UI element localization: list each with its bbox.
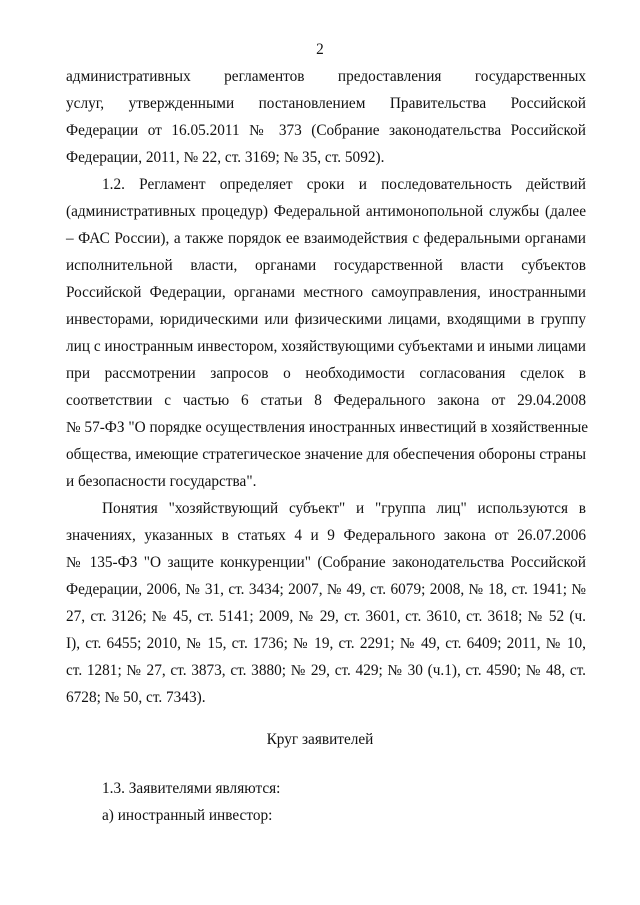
text-line: и безопасности государства".: [66, 473, 257, 490]
text-line: 6728; № 50, ст. 7343).: [66, 689, 206, 706]
text-line: Федерации от 16.05.2011 № 373 (Собрание законодательства Российской: [66, 122, 586, 139]
text-line: общества, имеющие стратегическое значение для обеспечения обороны страны: [66, 446, 586, 463]
text-line: № 135-ФЗ "О защите конкуренции" (Собрание законодательства Российской: [66, 554, 586, 571]
text-line: Федерации, 2011, № 22, ст. 3169; № 35, ст. 5092).: [66, 149, 385, 166]
text-line: услуг, утвержденными постановлением Правительства Российской: [66, 95, 586, 112]
text-line: (административных процедур) Федеральной антимонопольной службы (далее: [66, 203, 586, 220]
text-line: № 57-ФЗ "О порядке осуществления иностранных инвестиций в хозяйственные: [66, 419, 589, 436]
text-line: административных регламентов предоставления государственных: [66, 68, 586, 85]
text-line: ст. 1281; № 27, ст. 3873, ст. 3880; № 29, ст. 429; № 30 (ч.1), ст. 4590; № 48, ст.: [66, 662, 586, 679]
section-heading: Круг заявителей: [266, 731, 374, 748]
text-line: значениях, указанных в статьях 4 и 9 Федерального закона от 26.07.2006: [66, 527, 586, 544]
text-line: при рассмотрении запросов о необходимости согласования сделок в: [66, 365, 586, 382]
text-line: инвесторами, юридическими или физическими лицами, входящими в группу: [66, 311, 586, 328]
text-line: 27, ст. 3126; № 45, ст. 5141; 2009, № 29, ст. 3601, ст. 3610, ст. 3618; № 52 (ч.: [66, 608, 586, 625]
text-line: исполнительной власти, органами государственной власти субъектов: [66, 257, 586, 274]
text-line: 1.2. Регламент определяет сроки и последовательность действий: [102, 176, 586, 193]
text-line: I), ст. 6455; 2010, № 15, ст. 1736; № 19, ст. 2291; № 49, ст. 6409; 2011, № 10,: [66, 635, 586, 652]
list-item: 1.3. Заявителями являются:: [102, 780, 281, 797]
text-line: Федерации, 2006, № 31, ст. 3434; 2007, № 49, ст. 6079; 2008, № 18, ст. 1941; №: [66, 581, 586, 598]
text-line: лиц с иностранным инвестором, хозяйствующими субъектами и иными лицами: [66, 338, 586, 355]
text-line: Российской Федерации, органами местного самоуправления, иностранными: [66, 284, 586, 301]
text-line: Понятия "хозяйствующий субъект" и "группа лиц" используются в: [102, 500, 586, 517]
page-number: 2: [316, 41, 324, 58]
list-item: а) иностранный инвестор:: [102, 807, 273, 824]
text-line: соответствии с частью 6 статьи 8 Федерального закона от 29.04.2008: [66, 392, 586, 409]
text-line: – ФАС России), а также порядок ее взаимодействия с федеральными органами: [66, 230, 586, 247]
